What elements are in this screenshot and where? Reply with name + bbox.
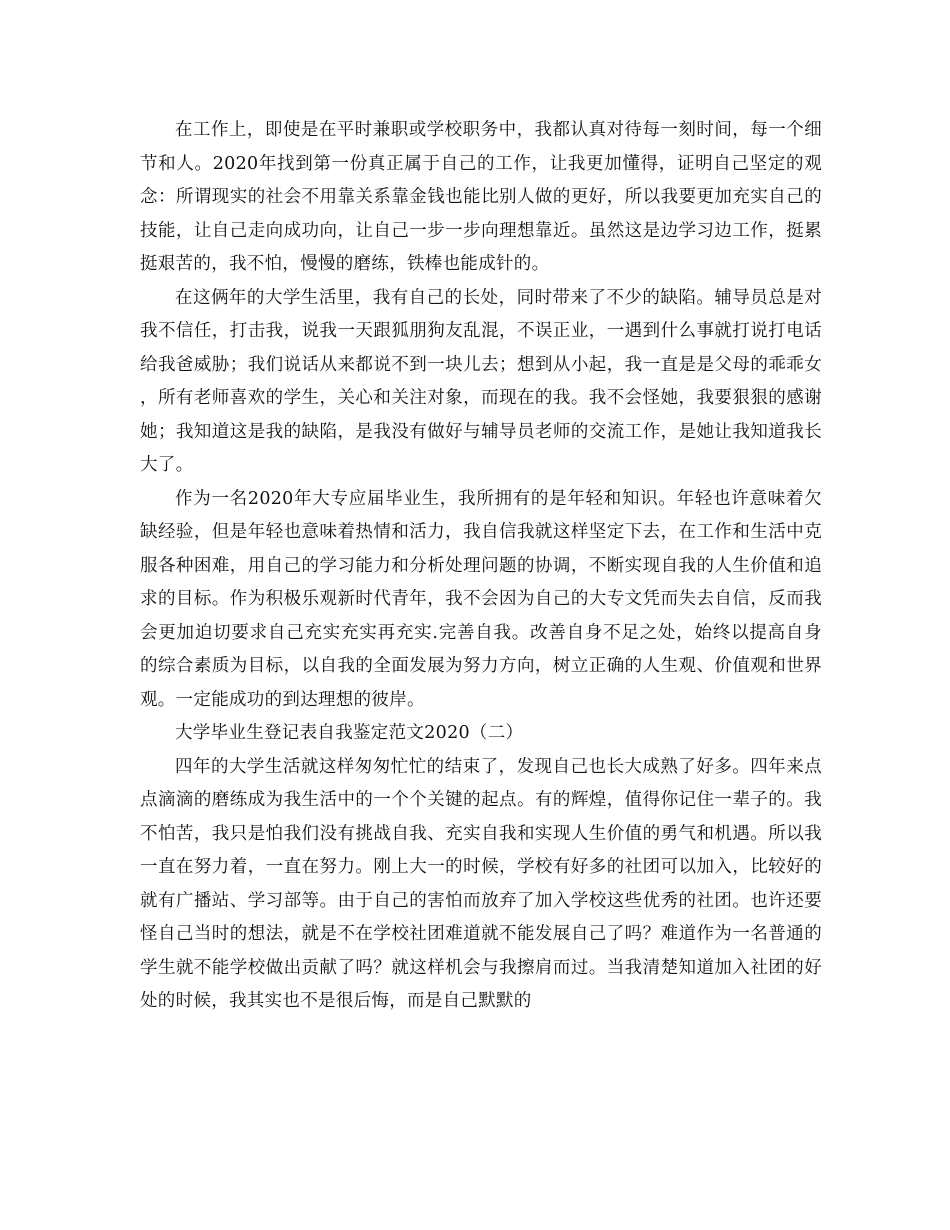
document-body: [140, 114, 822, 1019]
paragraph-four-years: 四年的大学生活就这样匆匆忙忙的结束了，发现自己也长大成熟了好多。四年来点点滴滴的磨练成为我生活中的一个个关键的起点。有的辉煌，值得你记住一辈子的。我不怕苦，我只是怕我们没有挑战自我、充实自我和实现人生价值的勇气和机遇。所以我一直在努力着，一直在努力。刚上大一的时候，学校有好多的社团可以加入，比较好的就有广播站、学习部等。由于自己的害怕而放弃了加入学校这些优秀的社团。也许还要怪自己当时的想法，就是不在学校社团难道就不能发展自己了吗？难道作为一名普通的学生就不能学校做出贡献了吗？就这样机会与我擦肩而过。当我清楚知道加入社团的好处的时候，我其实也不是很后悔，而是自己默默的: [140, 756, 822, 1011]
section-heading: 大学毕业生登记表自我鉴定范文2020（二）: [175, 723, 524, 743]
paragraph-work: 在工作上，即使是在平时兼职或学校职务中，我都认真对待每一刻时间，每一个细节和人。2020年找到第一份真正属于自己的工作，让我更加懂得，证明自己坚定的观念：所谓现实的社会不用靠关系靠金钱也能比别人做的更好，所以我要更加充实自己的技能，让自己走向成功向，让自己一步一步向理想靠近。虽然这是边学习边工作，挺累挺艰苦的，我不怕，慢慢的磨练，铁棒也能成针的。: [140, 120, 822, 274]
paragraph-college-life: 在这俩年的大学生活里，我有自己的长处，同时带来了不少的缺陷。辅导员总是对我不信任，打击我，说我一天跟狐朋狗友乱混，不误正业，一遇到什么事就打说打电话给我爸威胁；我们说话从来都说不到一块儿去；想到从小起，我一直是是父母的乖乖女，所有老师喜欢的学生，关心和关注对象，而现在的我。我不会怪她，我要狠狠的感谢她；我知道这是我的缺陷，是我没有做好与辅导员老师的交流工作，是她让我知道我长大了。: [140, 287, 822, 475]
paragraph-graduate: 作为一名2020年大专应届毕业生，我所拥有的是年轻和知识。年轻也许意味着欠缺经验，但是年轻也意味着热情和活力，我自信我就这样坚定下去，在工作和生活中克服各种困难，用自己的学习能力和分析处理问题的协调，不断实现自我的人生价值和追求的目标。作为积极乐观新时代青年，我不会因为自己的大专文凭而失去自信，反而我会更加迫切要求自己充实充实再充实.完善自我。改善自身不足之处，始终以提高自身的综合素质为目标，以自我的全面发展为努力方向，树立正确的人生观、价值观和世界观。一定能成功的到达理想的彼岸。: [140, 488, 822, 710]
